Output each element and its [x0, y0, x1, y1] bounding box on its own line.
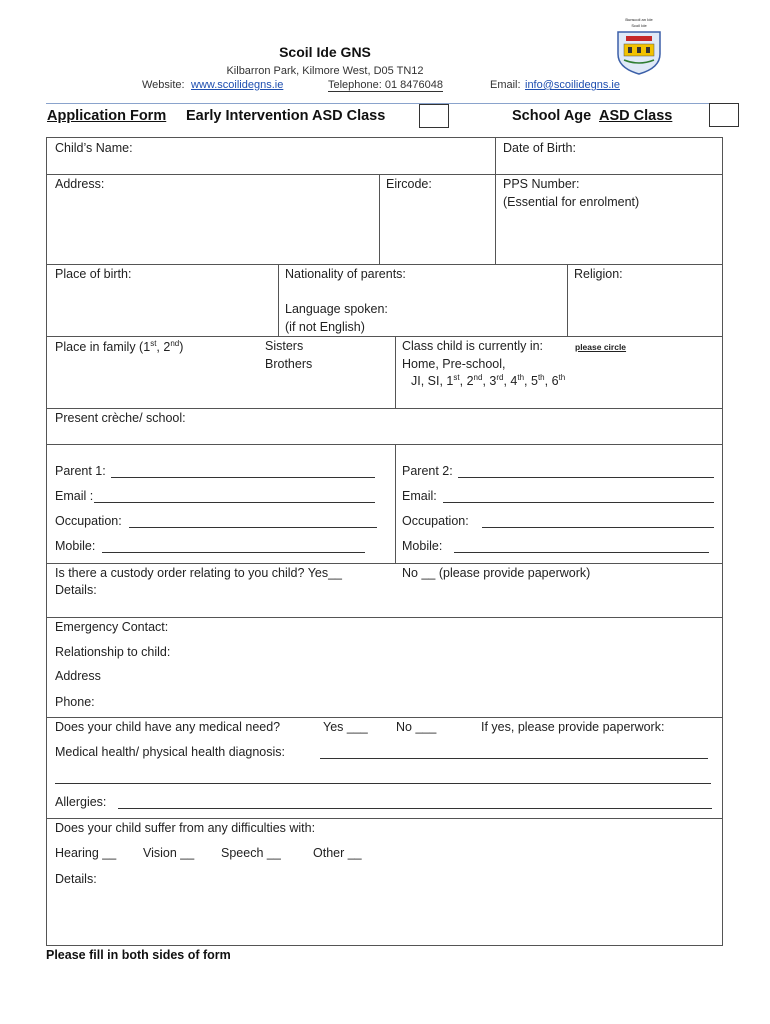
svg-text:Scoil Ide: Scoil Ide: [631, 23, 647, 28]
email2-input-line[interactable]: [443, 502, 714, 503]
diagnosis-label: Medical health/ physical health diagnosis:: [55, 745, 285, 759]
hearing-option[interactable]: Hearing __: [55, 846, 117, 860]
medical-need-label: Does your child have any medical need?: [55, 720, 281, 734]
emergency-address-label: Address: [55, 669, 101, 683]
medical-yes-option[interactable]: Yes ___: [323, 720, 368, 734]
relationship-label: Relationship to child:: [55, 645, 171, 659]
if-not-english-label: (if not English): [285, 320, 365, 334]
speech-option[interactable]: Speech __: [221, 846, 281, 860]
childs-name-label: Child’s Name:: [55, 141, 133, 155]
parent1-input-line[interactable]: [111, 477, 375, 478]
allergies-input-line[interactable]: [118, 808, 712, 809]
school-name: Scoil Ide GNS: [279, 44, 371, 60]
address-label: Address:: [55, 177, 105, 191]
parent1-label: Parent 1:: [55, 464, 106, 478]
school-crest-logo: [610, 16, 668, 76]
difficulties-section: [46, 818, 723, 946]
pps-note: (Essential for enrolment): [503, 195, 640, 209]
email-label: Email:: [490, 79, 521, 91]
custody-details-label: Details:: [55, 583, 97, 597]
occupation1-label: Occupation:: [55, 514, 122, 528]
other-option[interactable]: Other __: [313, 846, 362, 860]
please-circle-note: please circle: [575, 342, 627, 352]
if-yes-label: If yes, please provide paperwork:: [481, 720, 665, 734]
mobile1-label: Mobile:: [55, 539, 96, 553]
diagnosis-input-line[interactable]: [320, 758, 708, 759]
occupation2-input-line[interactable]: [482, 527, 714, 528]
mobile2-input-line[interactable]: [454, 552, 709, 553]
current-class-label: Class child is currently in:: [402, 339, 544, 353]
emergency-phone-label: Phone:: [55, 695, 95, 709]
occupation2-label: Occupation:: [402, 514, 469, 528]
mobile1-input-line[interactable]: [102, 552, 365, 553]
footer-note: Please fill in both sides of form: [46, 948, 231, 962]
custody-no-label: No __ (please provide paperwork): [402, 566, 591, 580]
mobile2-label: Mobile:: [402, 539, 443, 553]
email2-label: Email:: [402, 489, 437, 503]
dob-label: Date of Birth:: [503, 141, 576, 155]
parent2-section: [395, 444, 723, 564]
school-age-checkbox[interactable]: [709, 103, 739, 127]
place-in-family-label: Place in family (1st, 2nd): [55, 339, 184, 355]
email-link[interactable]: info@scoilidegns.ie: [525, 79, 620, 91]
website-link[interactable]: www.scoilidegns.ie: [191, 79, 284, 91]
occupation1-input-line[interactable]: [129, 527, 377, 528]
diagnosis-input-line-2[interactable]: [55, 783, 711, 784]
emergency-label: Emergency Contact:: [55, 620, 169, 634]
allergies-label: Allergies:: [55, 795, 107, 809]
brothers-label: Brothers: [265, 357, 313, 371]
nationality-label: Nationality of parents:: [285, 267, 406, 281]
email1-input-line[interactable]: [94, 502, 375, 503]
creche-label: Present crèche/ school:: [55, 411, 186, 425]
school-address: Kilbarron Park, Kilmore West, D05 TN12: [226, 65, 424, 77]
difficulties-details-label: Details:: [55, 872, 97, 886]
application-form-title: Application Form: [47, 108, 167, 124]
eircode-label: Eircode:: [386, 177, 432, 191]
asd-class-label: ASD Class: [599, 108, 673, 124]
vision-option[interactable]: Vision __: [143, 846, 195, 860]
place-of-birth-label: Place of birth:: [55, 267, 132, 281]
header-divider: [46, 103, 738, 104]
religion-label: Religion:: [574, 267, 623, 281]
class-options-grades: JI, SI, 1st, 2nd, 3rd, 4th, 5th, 6th: [411, 373, 566, 389]
svg-text:Bunscoil an Ide: Bunscoil an Ide: [625, 17, 653, 22]
email1-label: Email :: [55, 489, 94, 503]
parent1-section: [46, 444, 396, 564]
language-label: Language spoken:: [285, 302, 388, 316]
school-age-label: School Age: [512, 108, 592, 124]
early-intervention-checkbox[interactable]: [419, 104, 449, 128]
difficulties-label: Does your child suffer from any difficulties with:: [55, 821, 316, 835]
parent2-label: Parent 2:: [402, 464, 453, 478]
telephone: Telephone: 01 8476048: [328, 79, 443, 91]
parent2-input-line[interactable]: [458, 477, 714, 478]
class-options-home: Home, Pre-school,: [402, 357, 506, 371]
custody-label: Is there a custody order relating to you child? Yes__: [55, 566, 342, 580]
early-intervention-label: Early Intervention ASD Class: [186, 108, 386, 124]
medical-no-option[interactable]: No ___: [396, 720, 437, 734]
pps-label: PPS Number:: [503, 177, 580, 191]
sisters-label: Sisters: [265, 339, 304, 353]
website-label: Website:: [142, 79, 185, 91]
